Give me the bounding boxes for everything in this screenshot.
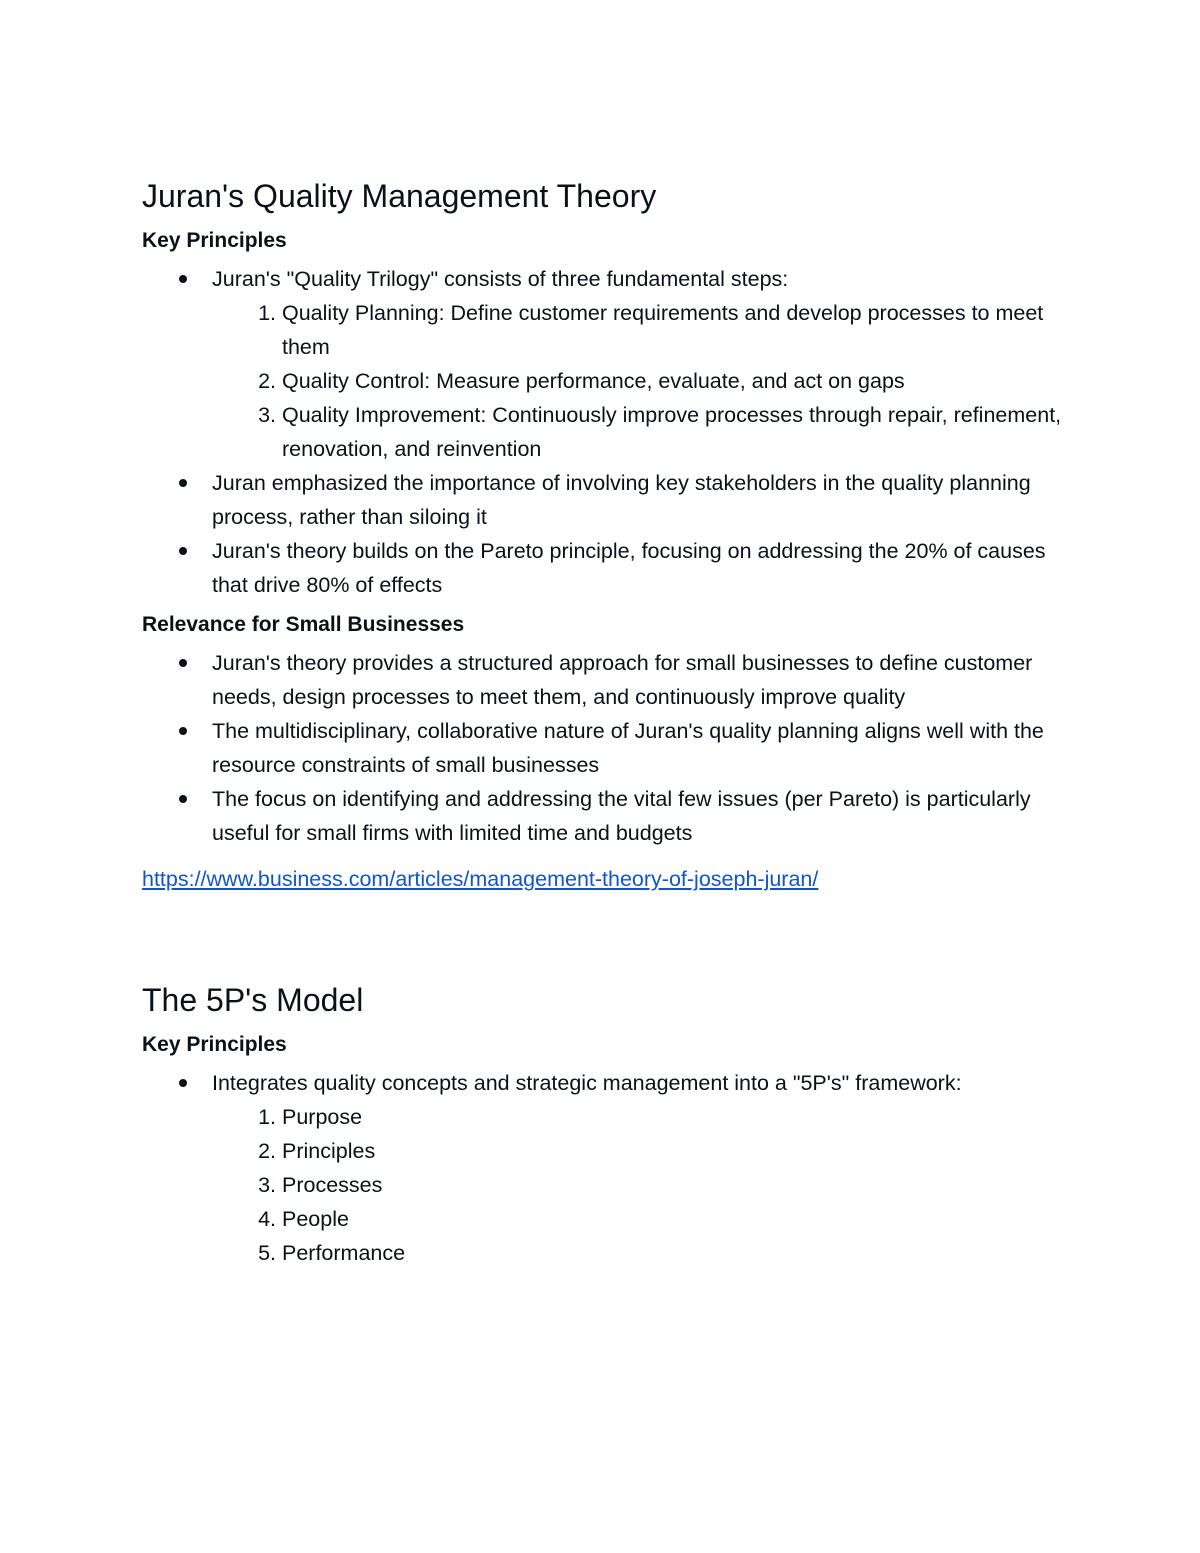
- list-item: [142, 646, 1072, 714]
- relevance-heading: Relevance for Small Businesses: [142, 613, 465, 636]
- list-item: [212, 364, 1072, 398]
- list-item: [212, 1100, 1072, 1134]
- list-item-text: People: [282, 1207, 349, 1231]
- list-item: [212, 1236, 1072, 1270]
- list-item: [142, 262, 1072, 466]
- list-item-text: Quality Planning: Define customer requirements and develop processes to meet them: [282, 301, 1044, 359]
- bullet-icon: [179, 479, 187, 487]
- section-title-5ps: The 5P's Model: [142, 982, 364, 1018]
- quality-trilogy-list: [212, 296, 1072, 466]
- list-item: [212, 296, 1072, 364]
- document-page: [142, 170, 1072, 1270]
- list-item: [212, 1134, 1072, 1168]
- list-number: 2.: [258, 1139, 276, 1163]
- list-number: 2.: [258, 369, 276, 393]
- list-item: [142, 534, 1072, 602]
- section-5ps: [142, 974, 1072, 1270]
- 5ps-list: [212, 1100, 1072, 1270]
- list-number: 3.: [258, 403, 276, 427]
- bullet-text: The focus on identifying and addressing the vital few issues (per Pareto) is particularly useful for small firms with limited time and budgets: [212, 787, 1031, 845]
- list-item: [212, 398, 1072, 466]
- bullet-text: Juran emphasized the importance of involving key stakeholders in the quality planning process, rather than siloing it: [212, 471, 1031, 529]
- bullet-text: Juran's theory builds on the Pareto principle, focusing on addressing the 20% of causes that drive 80% of effects: [212, 539, 1046, 597]
- juran-key-principles-list: [142, 262, 1072, 602]
- bullet-text: Juran's theory provides a structured approach for small businesses to define customer needs, design processes to meet them, and continuously improve quality: [212, 651, 1033, 709]
- list-item: [212, 1168, 1072, 1202]
- bullet-text: Integrates quality concepts and strategic management into a "5P's" framework:: [212, 1071, 962, 1095]
- list-number: 1.: [258, 1105, 276, 1129]
- list-item-text: Performance: [282, 1241, 406, 1265]
- list-item-text: Principles: [282, 1139, 376, 1163]
- list-item-text: Processes: [282, 1173, 383, 1197]
- key-principles-heading: Key Principles: [142, 1033, 287, 1056]
- bullet-icon: [179, 1079, 187, 1087]
- section-title-juran: Juran's Quality Management Theory: [142, 178, 657, 214]
- list-item-text: Quality Control: Measure performance, evaluate, and act on gaps: [282, 369, 905, 393]
- list-item: [142, 466, 1072, 534]
- bullet-text: The multidisciplinary, collaborative nature of Juran's quality planning aligns well with the resource constraints of small businesses: [212, 719, 1044, 777]
- relevance-list: [142, 646, 1072, 850]
- list-item: [142, 1066, 1072, 1270]
- bullet-icon: [179, 659, 187, 667]
- 5ps-key-principles-list: [142, 1066, 1072, 1270]
- source-link[interactable]: https://www.business.com/articles/management-theory-of-joseph-juran/: [142, 867, 819, 891]
- list-number: 3.: [258, 1173, 276, 1197]
- bullet-text: Juran's "Quality Trilogy" consists of three fundamental steps:: [212, 267, 789, 291]
- bullet-icon: [179, 795, 187, 803]
- list-number: 4.: [258, 1207, 276, 1231]
- list-number: 5.: [258, 1241, 276, 1265]
- list-item: [212, 1202, 1072, 1236]
- list-item-text: Quality Improvement: Continuously improve processes through repair, refinement, renovation, and reinvention: [282, 403, 1062, 461]
- list-item-text: Purpose: [282, 1105, 363, 1129]
- bullet-icon: [179, 727, 187, 735]
- key-principles-heading: Key Principles: [142, 229, 287, 252]
- list-number: 1.: [258, 301, 276, 325]
- list-item: [142, 782, 1072, 850]
- bullet-icon: [179, 275, 187, 283]
- list-item: [142, 714, 1072, 782]
- bullet-icon: [179, 547, 187, 555]
